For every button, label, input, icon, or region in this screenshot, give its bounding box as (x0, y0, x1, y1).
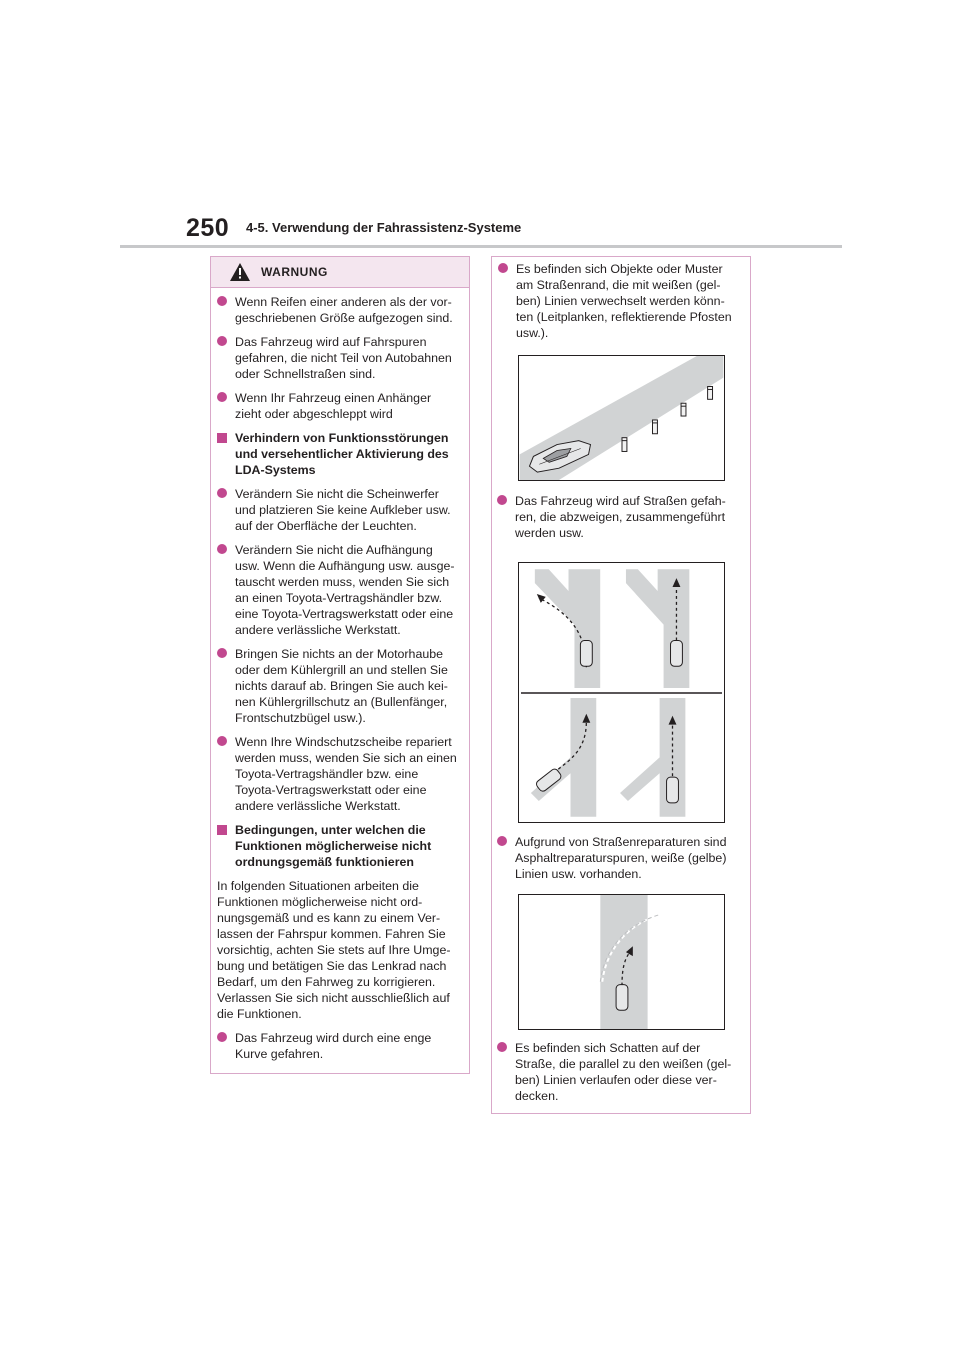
list-item (498, 261, 740, 341)
square-bullet-icon (217, 433, 227, 443)
list-item (217, 542, 459, 638)
item-text: Wenn Ihre Windschutzscheibe repariert werden muss, wenden Sie sich an einen Toyota-Vertragshändler bzw. eine Toyota-Vertragswerkstatt oder eine andere verlässliche Werkstatt. (235, 735, 457, 813)
road-repair-illustration (518, 894, 725, 1030)
item-text: Wenn Reifen einer anderen als der vor-geschriebenen Größe aufgezogen sind. (235, 295, 453, 325)
road-branch (626, 569, 689, 688)
item-text: Wenn Ihr Fahrzeug einen Anhänger zieht oder abgeschleppt wird (235, 391, 432, 421)
warning-content (211, 288, 469, 1062)
item-text: Verhindern von Funktionsstörungen und versehentlicher Aktivierung des LDA-Systems (235, 431, 449, 477)
item-text: Bedingungen, unter welchen die Funktionen möglicherweise nicht ordnungsgemäß funktionieren (235, 823, 432, 869)
bullet-icon (217, 648, 227, 658)
conditions-box-cont (491, 834, 751, 890)
warning-header (211, 257, 469, 288)
reflector-post (653, 420, 658, 434)
bullet-icon (217, 296, 227, 306)
conditions-box-cont (491, 493, 751, 549)
bullet-icon (217, 544, 227, 554)
bullet-icon (497, 495, 507, 505)
item-text: Es befinden sich Schatten auf der Straße, die parallel zu den weißen (gel-ben) Linien verlaufen oder diese ver-decken. (515, 1041, 732, 1103)
conditions-box-cont (491, 1040, 751, 1112)
reflector-post (681, 403, 686, 416)
branching-road-illustration (518, 562, 725, 823)
list-item (497, 493, 741, 541)
page-number: 250 (186, 214, 230, 242)
road-merge (531, 698, 596, 817)
list-item (217, 390, 459, 422)
list-item (217, 334, 459, 382)
bullet-icon (217, 1032, 227, 1042)
reflector-post (708, 387, 713, 400)
header-rule (120, 245, 842, 248)
item-text: Verändern Sie nicht die Aufhängung usw. Wenn die Aufhängung usw. ausge-tauscht werden muss, wenden Sie sich an einen Toyota-Vertragshändler bzw. eine Toyota-Vertragswerkstatt oder eine andere verlässliche Werkstatt. (235, 543, 455, 637)
list-item (217, 734, 459, 814)
list-item (497, 834, 741, 882)
item-text: Verändern Sie nicht die Scheinwerfer und platzieren Sie keine Aufkleber usw. auf der Oberfläche der Leuchten. (235, 487, 451, 533)
item-text: Das Fahrzeug wird auf Fahrspuren gefahren, die nicht Teil von Autobahnen oder Schnellstraßen sind. (235, 335, 452, 381)
bullet-icon (217, 392, 227, 402)
bullet-icon (498, 263, 508, 273)
list-item (217, 294, 459, 326)
section-title: 4-5. Verwendung der Fahrassistenz-Systeme (246, 220, 522, 235)
item-text: Bringen Sie nichts an der Motorhaube oder dem Kühlergrill an und stellen Sie nichts darauf ab. Bringen Sie auch kei-nen Kühlergrillschutz an (Bullenfänger, Frontschutzbügel usw.). (235, 647, 448, 725)
bullet-icon (217, 736, 227, 746)
item-text: Es befinden sich Objekte oder Muster am Straßenrand, die mit weißen (gel-ben) Linien verwechselt werden könn-ten (Leitplanken, reflektierende Pfosten usw.). (516, 262, 732, 340)
road-branch (535, 568, 600, 688)
list-item (217, 486, 459, 534)
subheading (217, 430, 459, 478)
warning-box (210, 256, 470, 1074)
bullet-icon (497, 836, 507, 846)
list-item (217, 1030, 459, 1062)
list-item (217, 646, 459, 726)
car-icon (616, 985, 628, 1011)
square-bullet-icon (217, 825, 227, 835)
bullet-icon (217, 336, 227, 346)
warning-label: WARNUNG (261, 265, 328, 279)
item-text: Das Fahrzeug wird auf Straßen gefah-ren, die abzweigen, zusammengeführt werden usw. (515, 494, 726, 540)
roadside-posts-illustration (518, 355, 725, 481)
bullet-icon (497, 1042, 507, 1052)
road-merge (620, 698, 685, 817)
warning-triangle-icon (229, 262, 251, 282)
list-item (497, 1040, 741, 1104)
item-text: Das Fahrzeug wird durch eine enge Kurve gefahren. (235, 1031, 432, 1061)
item-text: Aufgrund von Straßenreparaturen sind Asphaltreparaturspuren, weiße (gelbe) Linien usw. vorhanden. (515, 835, 727, 881)
bullet-icon (217, 488, 227, 498)
subheading (217, 822, 459, 870)
paragraph: In folgenden Situationen arbeiten die Funktionen möglicherweise nicht ord-nungsgemäß und es kann zu einem Ver-lassen der Fahrspur kommen. Fahren Sie vorsichtig, achten Sie stets auf Ihre Umge-bung und betätigen Sie das Lenkrad nach Bedarf, um den Fahrweg zu korrigieren. Verlassen Sie sich nicht ausschließlich auf die Funktionen. (217, 879, 451, 1021)
reflector-post (622, 438, 627, 452)
